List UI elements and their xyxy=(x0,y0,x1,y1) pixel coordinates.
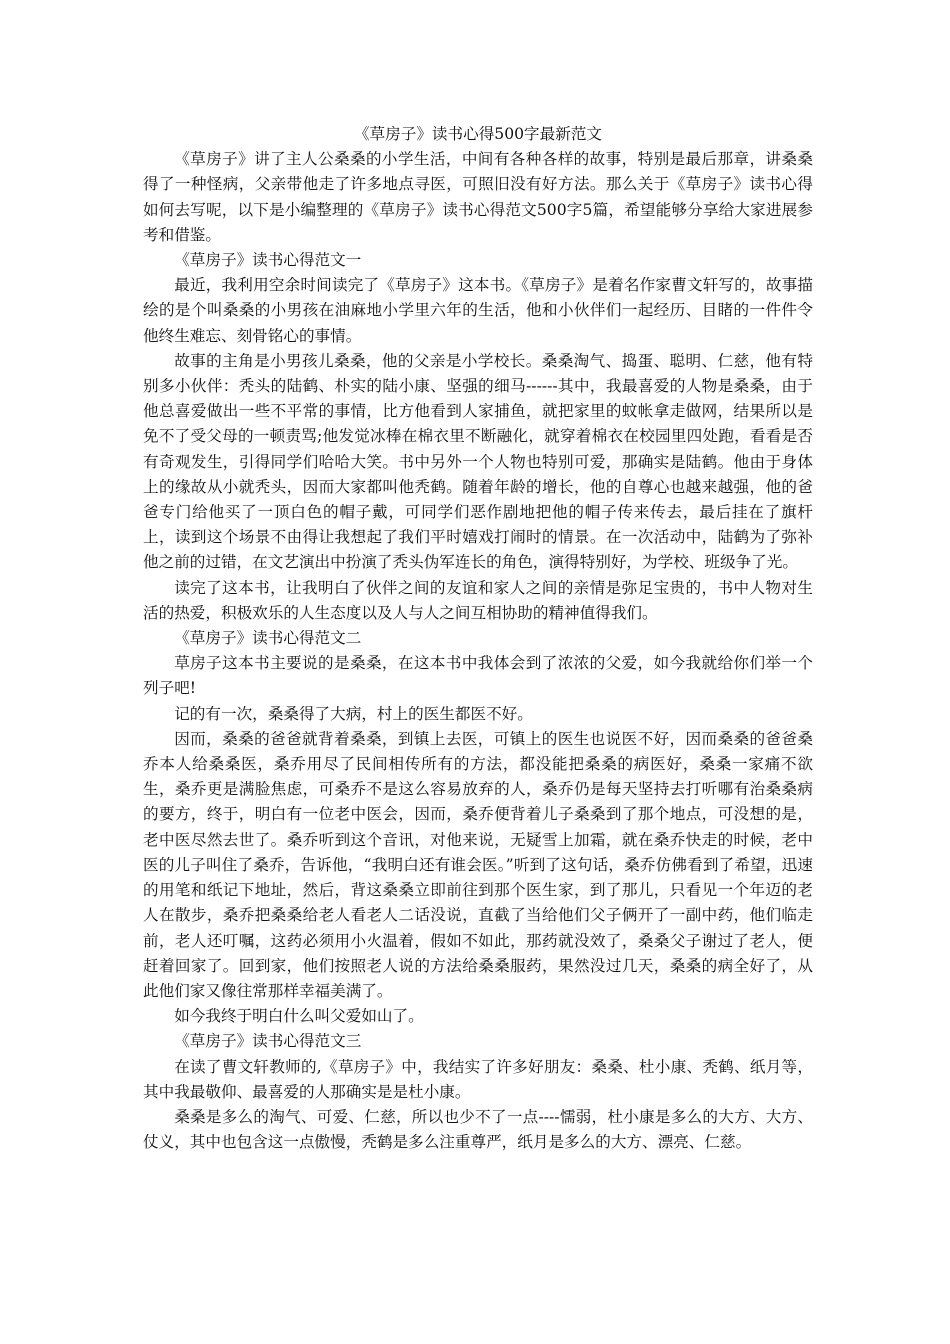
paragraph: 读完了这本书，让我明白了伙伴之间的友谊和家人之间的亲情是弥足宝贵的，书中人物对生活的热爱，积极欢乐的人生态度以及人与人之间互相协助的精神值得我们。 xyxy=(143,578,813,622)
document-page xyxy=(143,122,813,1155)
section-heading-2: 《草房子》读书心得范文二 xyxy=(174,629,362,648)
paragraph: 桑桑是多么的淘气、可爱、仁慈，所以也少不了一点----懦弱，杜小康是多么的大方、大方、仗义，其中也包含这一点傲慢，秃鹤是多么注重尊严，纸月是多么的大方、漂亮、仁慈。 xyxy=(143,1107,813,1152)
paragraph: 故事的主角是小男孩儿桑桑，他的父亲是小学校长。桑桑淘气、捣蛋、聪明、仁慈，他有特别多小伙伴：秃头的陆鹤、朴实的陆小康、坚强的细马------其中，我最喜爱的人物是桑桑，由于他总喜爱做出一些不平常的事情，比方他看到人家捕鱼，就把家里的蚊帐拿走做网，结果所以是免不了受父母的一顿责骂;他发觉冰棒在棉衣里不断融化，就穿着棉衣在校园里四处跑，看看是否有奇观发生，引得同学们哈哈大笑。书中另外一个人物也特别可爱，那确实是陆鹤。他由于身体上的缘故从小就秃头，因而大家都叫他秃鹤。随着年龄的增长，他的自尊心也越来越强，他的爸爸专门给他买了一顶白色的帽子戴，可同学们恶作剧地把他的帽子传来传去，最后挂在了旗杆上，读到这个场景不由得让我想起了我们平时嬉戏打闹时的情景。在一次活动中，陆鹤为了弥补他之前的过错，在文艺演出中扮演了秃头伪军连长的角色，演得特别好，为学校、班级争了光。 xyxy=(143,351,813,572)
intro-paragraph: 《草房子》讲了主人公桑桑的小学生活，中间有各种各样的故事，特别是最后那章，讲桑桑得了一种怪病，父亲带他走了许多地点寻医，可照旧没有好方法。那么关于《草房子》读书心得如何去写呢，以下是小编整理的《草房子》读书心得范文500字5篇，希望能够分享给大家进展参考和借鉴。 xyxy=(143,150,813,244)
paragraph: 记的有一次，桑桑得了大病，村上的医生都医不好。 xyxy=(174,704,533,723)
section-heading-3: 《草房子》读书心得范文三 xyxy=(174,1032,362,1051)
paragraph: 最近，我利用空余时间读完了《草房子》这本书。《草房子》是着名作家曹文轩写的，故事描绘的是个叫桑桑的小男孩在油麻地小学里六年的生活，他和小伙伴们一起经历、目睹的一件件令他终生难忘、刻骨铭心的事情。 xyxy=(143,276,813,345)
paragraph: 如今我终于明白什么叫父爱如山了。 xyxy=(174,1007,424,1026)
paragraph: 在读了曹文轩教师的,《草房子》中，我结实了许多好朋友：桑桑、杜小康、秃鹤、纸月等，其中我最敬仰、最喜爱的人那确实是是杜小康。 xyxy=(143,1057,813,1101)
paragraph: 草房子这本书主要说的是桑桑，在这本书中我体会到了浓浓的父爱，如今我就给你们举一个列子吧! xyxy=(143,654,813,698)
section-heading-1: 《草房子》读书心得范文一 xyxy=(174,251,362,270)
document-title: 《草房子》读书心得500字最新范文 xyxy=(353,125,603,143)
paragraph: 因而，桑桑的爸爸就背着桑桑，到镇上去医，可镇上的医生也说医不好，因而桑桑的爸爸桑乔本人给桑桑医，桑乔用尽了民间相传所有的方法，都没能把桑桑的病医好，桑桑一家痛不欲生，桑乔更是满脸焦虑，可桑乔不是这么容易放弃的人，桑乔仍是每天坚持去打听哪有治桑桑病的要方，终于，明白有一位老中医会，因而，桑乔便背着儿子桑桑到了那个地点，可没想的是，老中医尽然去世了。桑乔听到这个音讯，对他来说，无疑雪上加霜，就在桑乔快走的时候，老中医的儿子叫住了桑乔，告诉他，“我明白还有谁会医。”听到了这句话，桑乔仿佛看到了希望，迅速的用笔和纸记下地址，然后，背这桑桑立即前往到那个医生家，到了那儿，只看见一个年迈的老人在散步，桑乔把桑桑给老人看老人二话没说，直截了当给他们父子俩开了一副中药，他们临走前，老人还叮嘱，这药必须用小火温着，假如不如此，那药就没效了，桑桑父子谢过了老人，便赶着回家了。回到家，他们按照老人说的方法给桑桑服药，果然没过几天，桑桑的病全好了，从此他们家又像往常那样幸福美满了。 xyxy=(143,729,813,1000)
